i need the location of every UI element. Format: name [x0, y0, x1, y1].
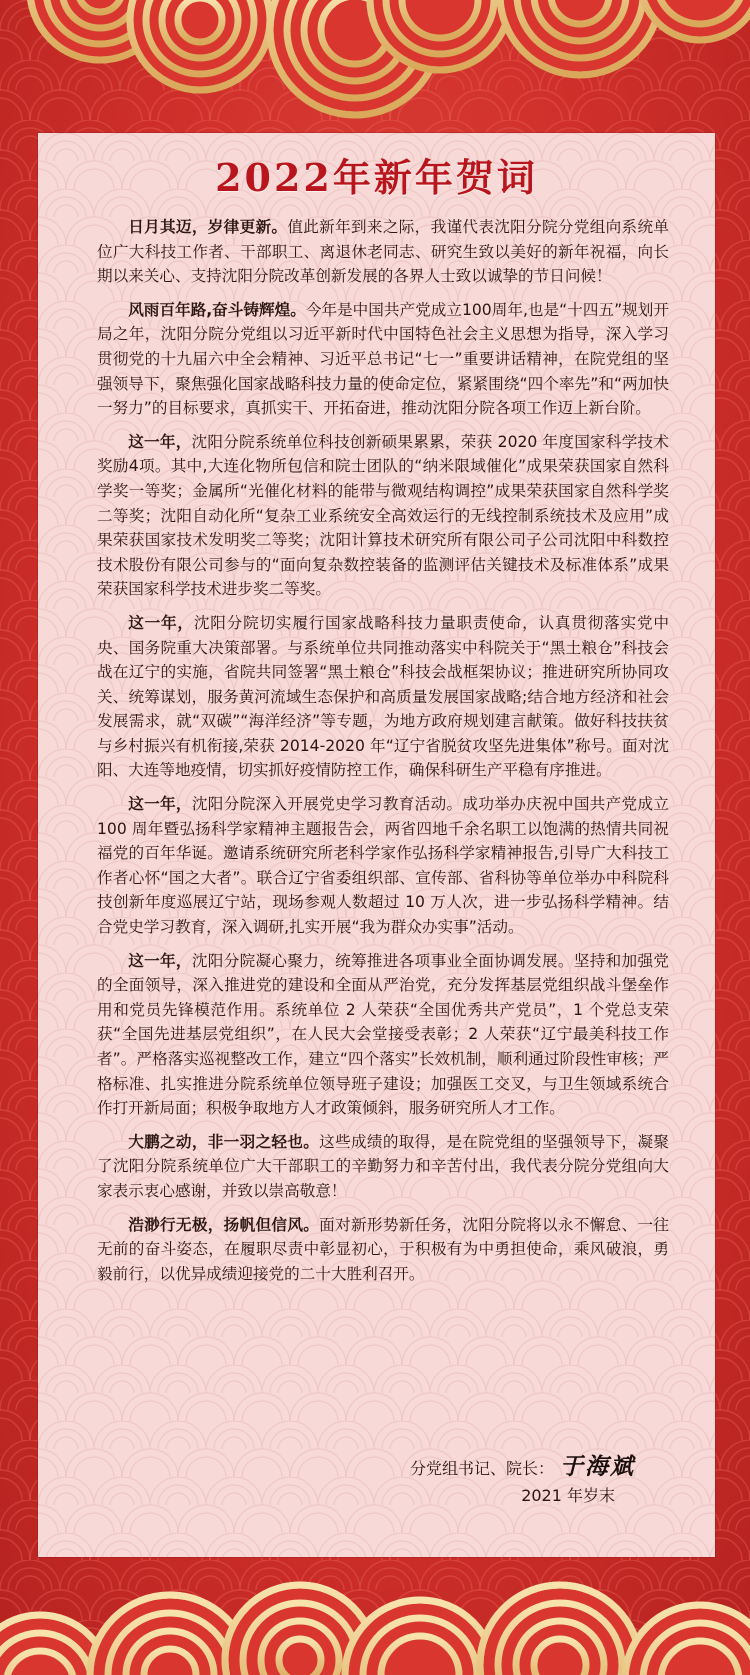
paragraph-text: 这些成绩的取得，是在院党组的坚强领导下，凝聚了沈阳分院系统单位广大干部职工的辛勤努力和辛苦付出，我代表分院分党组向大家表示衷心感谢，并致以崇高敬意！: [97, 1132, 669, 1200]
paragraph-text: 沈阳分院切实履行国家战略科技力量职责使命，认真贯彻落实党中央、国务院重大决策部署。与系统单位共同推动落实中科院关于“黑土粮仓”科技会战在辽宁的实施，省院共同签署“黑土粮仓”科技会战框架协议；推进研究所协同攻关、统筹谋划，服务黄河流域生态保护和高质量发展国家战略;结合地方经济和社会发展需求，就“双碳”“海洋经济”等专题，为地方政府规划建言献策。做好科技扶贫与乡村振兴有机衔接,荣获 2014-2020 年“辽宁省脱贫攻坚先进集体”称号。面对沈阳、大连等地疫情，切实抓好疫情防控工作，确保科研生产平稳有序推进。: [97, 613, 669, 780]
paragraph-text: 沈阳分院凝心聚力，统筹推进各项事业全面协调发展。坚持和加强党的全面领导，深入推进党的建设和全面从严治党，充分发挥基层党组织战斗堡垒作用和党员先锋模范作用。系统单位 2 人荣获“全国优秀共产党员”，1 个党总支荣获“全国先进基层党组织”，在人民大会堂接受表彰；2 人荣获“辽宁最美科技工作者”。严格落实巡视整改工作，建立“四个落实”长效机制，顺利通过阶段性审核；严格标准、扎实推进分院系统单位领导班子建设；加强医工交叉，与卫生领域系统合作打开新局面；积极争取地方人才政策倾斜，服务研究所人才工作。: [97, 951, 669, 1118]
letter-paper: [38, 133, 715, 1557]
letter-body: [97, 215, 669, 1295]
letter-date: 2021 年岁末: [521, 1486, 615, 1505]
paragraph-lead: 这一年，: [128, 795, 192, 814]
paragraph-lead: 风雨百年路,奋斗铸辉煌。: [128, 300, 306, 319]
paragraph-text: 今年是中国共产党成立100周年,也是“十四五”规划开局之年，沈阳分院分党组以习近平新时代中国特色社会主义思想为指导，深入学习贯彻党的十九届六中全会精神、习近平总书记“七一”重要讲话精神，在院党组的坚强领导下，聚焦强化国家战略科技力量的使命定位，紧紧围绕“四个率先”和“两加快一努力”的目标要求，真抓实干、开拓奋进，推动沈阳分院各项工作迈上新台阶。: [97, 300, 669, 418]
letter-paragraph: [97, 1213, 669, 1287]
paragraph-lead: 大鹏之动，非一羽之轻也。: [128, 1132, 320, 1151]
paragraph-lead: 这一年，: [128, 951, 192, 970]
paragraph-text: 沈阳分院深入开展党史学习教育活动。成功举办庆祝中国共产党成立 100 周年暨弘扬科学家精神主题报告会，两省四地千余名职工以饱满的热情共同祝福党的百年华诞。邀请系统研究所老科学家作弘扬科学家精神报告,引导广大科技工作者心怀“国之大者”。联合辽宁省委组织部、宣传部、省科协等单位举办中科院科技创新年度巡展辽宁站，现场参观人数超过 10 万人次，进一步弘扬科学精神。结合党史学习教育，深入调研,扎实开展“我为群众办实事”活动。: [97, 795, 669, 937]
signer-title: 分党组书记、院长：: [409, 1459, 554, 1478]
letter-paragraph: [97, 298, 669, 421]
paragraph-text: 沈阳分院系统单位科技创新硕果累累，荣获 2020 年度国家科学技术奖励4项。其中,大连化物所包信和院士团队的“纳米限域催化”成果荣获国家自然科学奖一等奖；金属所“光催化材料的能带与微观结构调控”成果荣获国家自然科学奖二等奖；沈阳自动化所“复杂工业系统安全高效运行的无线控制系统技术及应用”成果荣获国家技术发明奖二等奖；沈阳计算技术研究所有限公司子公司沈阳中科数控技术股份有限公司参与的“面向复杂数控装备的监测评估关键技术及标准体系”成果荣获国家科学技术进步奖二等奖。: [97, 432, 669, 599]
letter-paragraph: [97, 792, 669, 940]
letter-paragraph: [97, 949, 669, 1121]
letter-title: 2022年新年贺词: [215, 155, 538, 200]
letter-paragraph: [97, 611, 669, 783]
letter-paragraph: [97, 1130, 669, 1204]
letter-paragraph: [97, 215, 669, 289]
bottom-cloud-decoration: [0, 1535, 750, 1675]
paragraph-lead: 这一年，: [128, 613, 194, 632]
paragraph-lead: 日月其迈，岁律更新。: [128, 218, 288, 236]
paragraph-lead: 这一年，: [128, 432, 192, 451]
top-cloud-decoration: [0, 0, 750, 140]
paragraph-text: 值此新年到来之际，我谨代表沈阳分院分党组向系统单位广大科技工作者、干部职工、离退休老同志、研究生致以美好的新年祝福，向长期以来关心、支持沈阳分院改革创新发展的各界人士致以诚挚的节日问候！: [97, 218, 669, 286]
handwritten-signature: 于海斌: [560, 1453, 635, 1480]
signature-line: [410, 1448, 635, 1481]
letter-paragraph: [97, 430, 669, 602]
paragraph-text: 面对新形势新任务，沈阳分院将以永不懈怠、一往无前的奋斗姿态，在履职尽责中彰显初心，于积极有为中勇担使命，乘风破浪，勇毅前行，以优异成绩迎接党的二十大胜利召开。: [97, 1215, 669, 1283]
paragraph-lead: 浩渺行无极，扬帆但信风。: [128, 1215, 320, 1234]
